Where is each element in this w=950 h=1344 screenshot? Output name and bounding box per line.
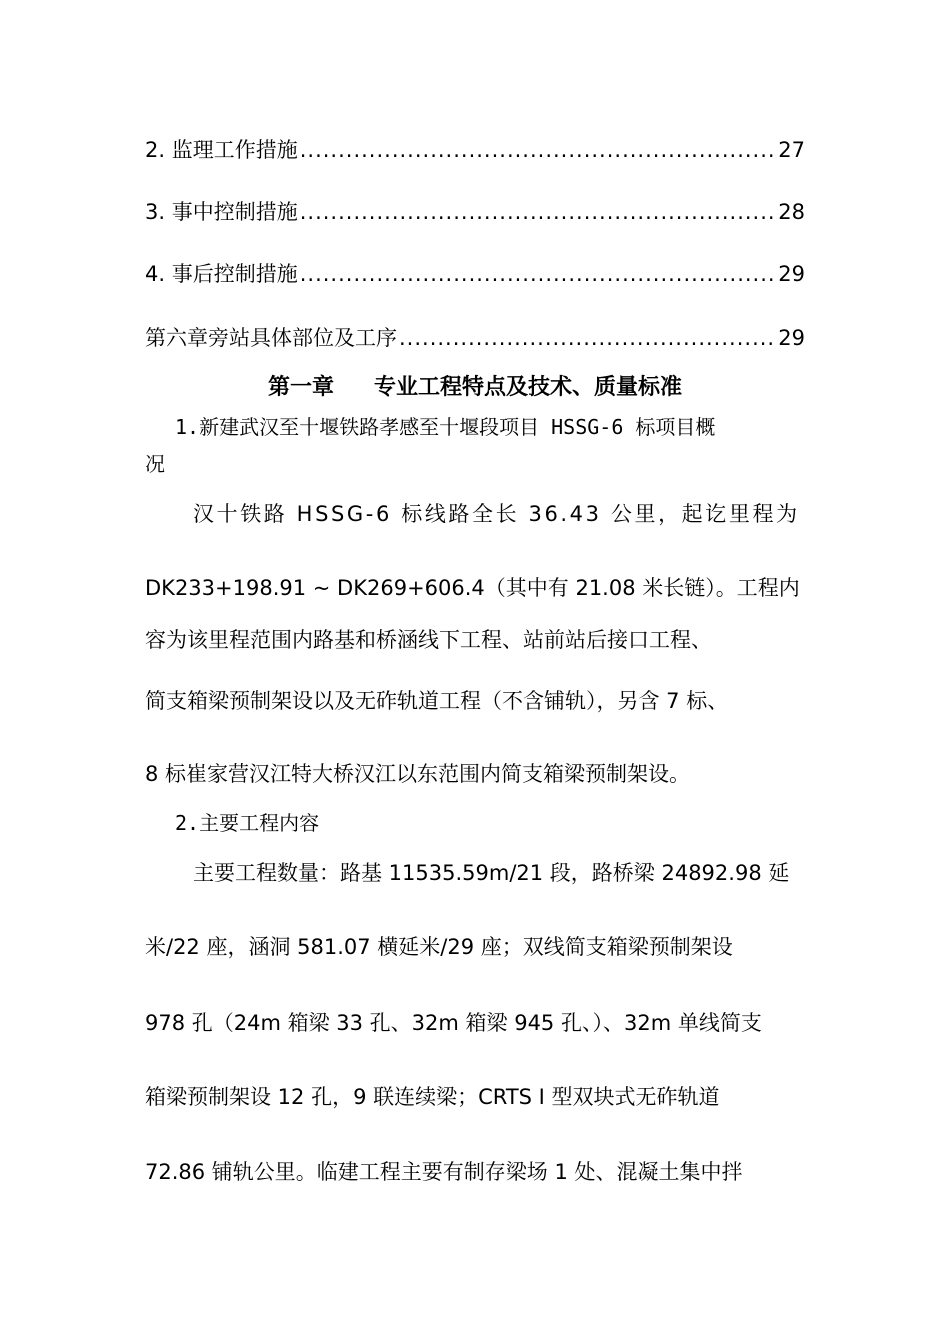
paragraph-line: DK233+198.91 ~ DK269+606.4（其中有 21.08 米长链）。工程内 (145, 576, 800, 600)
toc-entry-page: 29 (778, 262, 805, 286)
toc-entry-label: 2. 监理工作措施 (145, 138, 298, 162)
toc-entry[interactable] (145, 198, 805, 226)
paragraph-line: 箱梁预制架设 12 孔，9 联连续梁；CRTS Ⅰ 型双块式无砟轨道 (145, 1085, 720, 1109)
section-1-heading: 1.新建武汉至十堰铁路孝感至十堰段项目 HSSG-6 标项目概 (175, 415, 716, 439)
paragraph-line: 主要工程数量：路基 11535.59m/21 段，路桥梁 24892.98 延 (193, 861, 790, 885)
toc-entry-page: 27 (778, 138, 805, 162)
paragraph-line: 8 标崔家营汉江特大桥汉江以东范围内简支箱梁预制架设。 (145, 762, 691, 786)
toc-entry-label: 3. 事中控制措施 (145, 200, 298, 224)
paragraph-line: 简支箱梁预制架设以及无砟轨道工程（不含铺轨），另含 7 标、 (145, 689, 729, 713)
toc-entry-page: 28 (778, 200, 805, 224)
paragraph-line: 米/22 座，涵洞 581.07 横延米/29 座；双线简支箱梁预制架设 (145, 935, 733, 959)
toc-leader-dots (300, 198, 777, 226)
section-1-heading-continued: 况 (145, 452, 165, 476)
toc-leader-dots (399, 324, 776, 352)
section-2-heading: 2.主要工程内容 (175, 811, 320, 835)
toc-entry-label: 第六章旁站具体部位及工序 (145, 326, 397, 350)
toc-entry-label: 4. 事后控制措施 (145, 262, 298, 286)
paragraph-line: 72.86 铺轨公里。临建工程主要有制存梁场 1 处、混凝土集中拌 (145, 1160, 743, 1184)
chapter-number: 第一章 (267, 375, 334, 400)
toc-leader-dots (300, 260, 777, 288)
toc-entry[interactable] (145, 260, 805, 288)
toc-leader-dots (300, 136, 777, 164)
paragraph-line: 978 孔（24m 箱梁 33 孔、32m 箱梁 945 孔、）、32m 单线简支 (145, 1011, 762, 1035)
chapter-heading (0, 370, 950, 401)
chapter-title: 专业工程特点及技术、质量标准 (374, 375, 683, 400)
toc-entry[interactable] (145, 324, 805, 352)
paragraph-line: 容为该里程范围内路基和桥涵线下工程、站前站后接口工程、 (145, 628, 712, 652)
paragraph-line: 汉十铁路 HSSG-6 标线路全长 36.43 公里，起讫里程为 (193, 502, 800, 526)
toc-entry[interactable] (145, 136, 805, 164)
toc-entry-page: 29 (778, 326, 805, 350)
